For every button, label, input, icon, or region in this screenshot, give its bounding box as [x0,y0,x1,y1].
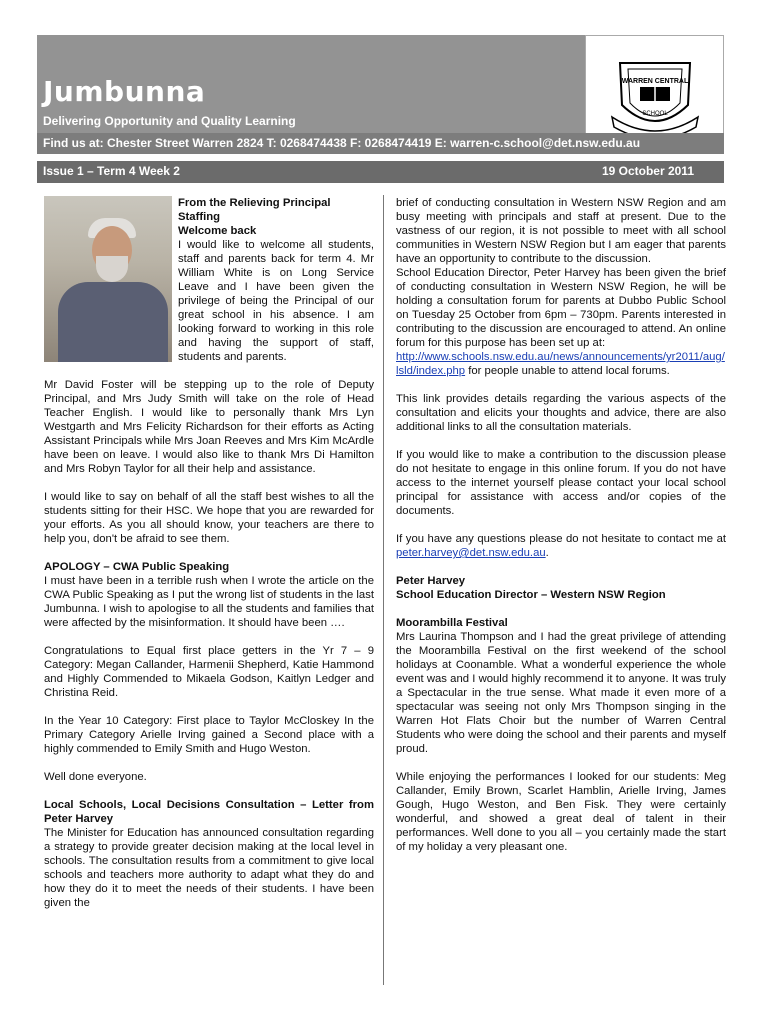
newsletter-title: Jumbunna [43,75,206,108]
principal-heading: From the Relieving Principal [178,197,331,209]
email-link[interactable]: peter.harvey@det.nsw.edu.au [396,547,546,559]
contact-details: Find us at: Chester Street Warren 2824 T: 0268474438 F: 0268474419 E: warren-c.school@det.nsw.edu.au [43,136,641,150]
issue-date: 19 October 2011 [601,164,694,178]
issue-bar [37,161,724,183]
principal-photo [44,196,172,362]
welcome-heading: Welcome back [178,225,257,237]
logo-lettering-school: SCHOOL [641,110,668,117]
questions-tail: . [545,547,549,559]
consultation-paragraph: The Minister for Education has announced consultation regarding a strategy to provide greater decision making at the local level in schools. The consultation results from a commitment to give local schools and teachers more authority to adapt what they do and how they do it to meet the needs of their students. I have been given the [44,827,374,909]
welcome-paragraph: I would like to welcome all students, staff and parents back for term 4. Mr William White is on Long Service Leave and I have been given the privilege of being the Principal of our great school in his absence. I am looking forward to working in this role and having the support of staff, students and parents. [178,239,374,363]
link-details-paragraph: This link provides details regarding the various aspects of the consultation and elicits your thoughts and advice, there are also additional links to all the consultation materials. [396,393,726,433]
issue-label: Issue 1 – Term 4 Week 2 [43,164,180,178]
questions-paragraph [396,532,726,560]
newsletter-subtitle: Delivering Opportunity and Quality Learning [43,114,296,128]
logo-lettering: WARREN CENTRAL [621,77,688,85]
right-column [396,196,726,868]
year10-paragraph: In the Year 10 Category: First place to Taylor McCloskey In the Primary Category Arielle Irving gained a Second place with a highly commended to Emily Smith and Hugo Weston. [44,715,374,755]
staffing-heading: Staffing [178,211,221,223]
festival-heading: Moorambilla Festival [396,617,508,629]
apology-heading: APOLOGY – CWA Public Speaking [44,561,230,573]
well-done-paragraph: Well done everyone. [44,771,147,783]
school-crest-icon [600,45,710,145]
questions-lead: If you have any questions please do not hesitate to contact me at [396,533,726,545]
forum-link-tail: for people unable to attend local forums. [465,365,670,377]
column-divider [383,195,384,985]
contact-bar [37,133,724,154]
performances-paragraph: While enjoying the performances I looked for our students: Meg Callander, Emily Brown, Scarlet Hamblin, Arielle Irving, James Gough, Hugo Weston, and Ben Fisk. They were certainly wonderful, and showed a great deal of talent in their performances. Well done to you all – you certainly made the start of my holiday a very pleasant one. [396,771,726,853]
apology-paragraph: I must have been in a terrible rush when I wrote the article on the CWA Public Speaking as I put the wrong list of students in the last Jumbunna. I wish to apologise to all the students and families that were affected by the misinformation. It should have been …. [44,575,374,629]
forum-link-paragraph [396,350,726,378]
festival-paragraph: Mrs Laurina Thompson and I had the great privilege of attending the Moorambilla Festival on the first weekend of the school holidays at Coonamble. What a wonderful experience the whole event was and I would highly recommend it to anyone. It was truly a Spectacular in the true sense. What made it even more of a spectacular was seeing not only Mrs Thompson singing in the Warren Hot Flats Choir but the number of Warren Central Students who were doing the school and their parents and myself proud. [396,631,726,755]
consultation-continued: brief of conducting consultation in Western NSW Region and am busy meeting with principals and staff at present. Due to the vastness of our region, it is not possible to meet with all school communities in Western NSW Region but I am eager that parents have an opportunity to contribute to the discussion. [396,197,726,265]
forum-link[interactable]: http://www.schools.nsw.edu.au/news/announcements/yr2011/aug/lsld/index.php [396,351,725,377]
congrats-paragraph: Congratulations to Equal first place getters in the Yr 7 – 9 Category: Megan Callander, Harmenii Shepherd, Katie Hammond and Highly Commended to Mikaela Godson, Kaitlyn Ledger and Christina Reid. [44,645,374,699]
left-column [44,196,374,910]
consultation-heading: Local Schools, Local Decisions Consultation – Letter from Peter Harvey [44,799,374,825]
contribution-paragraph: If you would like to make a contribution to the discussion please do not hesitate to engage in this online forum. If you do not have access to the internet yourself please contact your local school principal for assistance with access and/or copies of the documents. [396,449,726,517]
staffing-paragraph: Mr David Foster will be stepping up to the role of Deputy Principal, and Mrs Judy Smith will take on the role of Head Teacher English. I would like to personally thank Mrs Lyn Westgarth and Mrs Felicity Richardson for their efforts as Acting Assistant Principals while Mrs Joan Reeves and Mrs Kim McArdle have been on leave. I would also like to thank Mrs Di Hamilton and Mrs Robyn Taylor for all their help and assistance. [44,379,374,475]
signature-name: Peter Harvey [396,575,466,587]
signature-title: School Education Director – Western NSW Region [396,589,666,601]
forum-paragraph: School Education Director, Peter Harvey has been given the brief of conducting consultation in Western NSW Region, he will be holding a consultation forum for parents at Dubbo Public School on Tuesday 25 October from 6pm – 730pm. Parents interested in contributing to the discussion are encouraged to attend. An online forum for this purpose has been set up at: [396,267,726,349]
hsc-paragraph: I would like to say on behalf of all the staff best wishes to all the students sitting for their HSC. We hope that you are rewarded for your efforts. As you all should know, your teachers are there to help you, don't be afraid to see them. [44,491,374,545]
